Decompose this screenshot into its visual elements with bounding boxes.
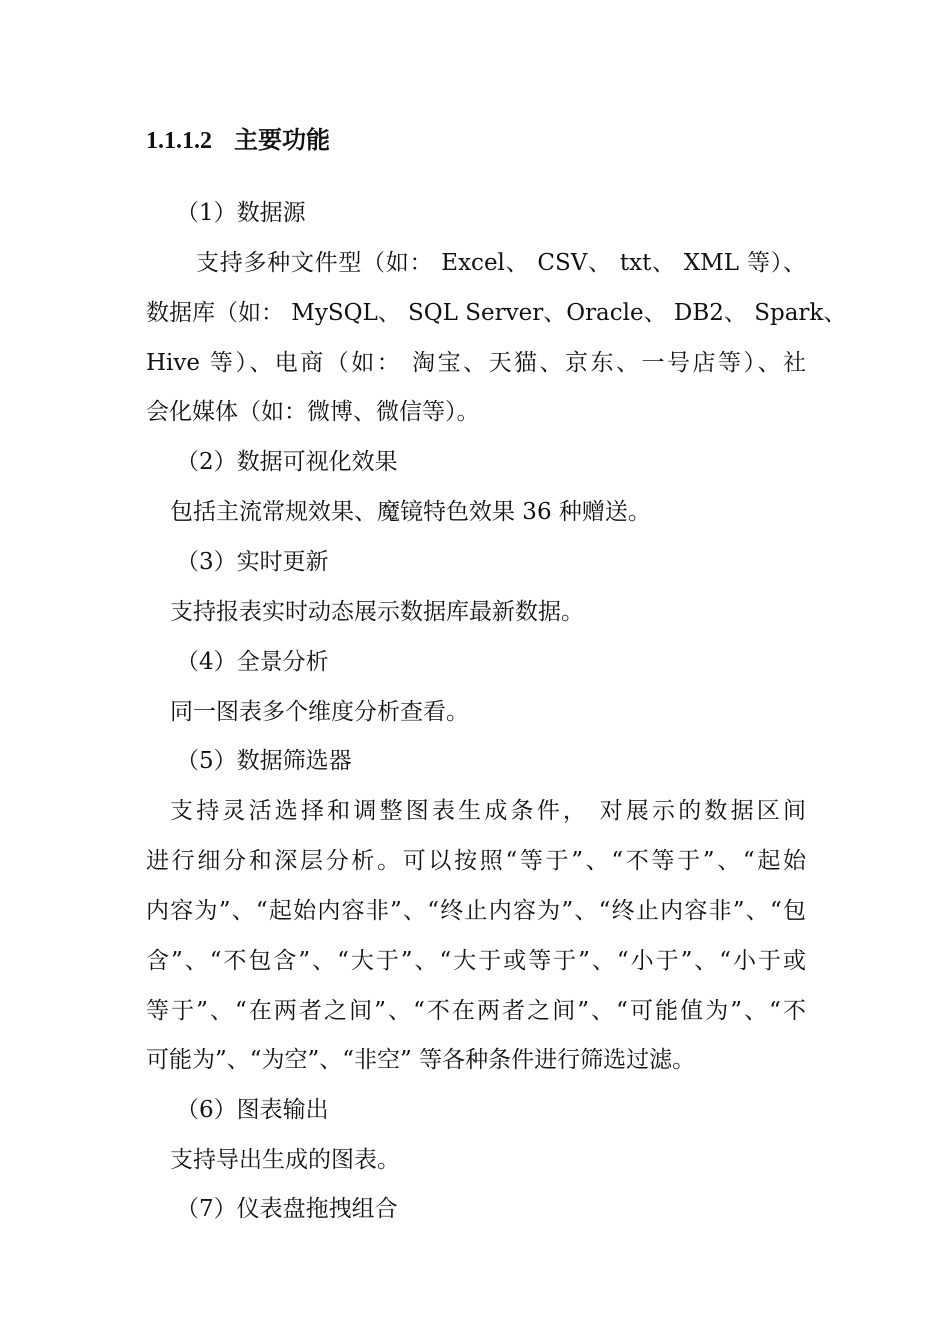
subheading-dashboard-drag: （7）仪表盘拖拽组合	[176, 1196, 398, 1222]
paragraph-line: Hive 等）、电商（如： 淘宝、天猫、京东、一号店等）、社	[146, 350, 806, 376]
paragraph-line: 内容为”、“起始内容非”、“终止内容为”、“终止内容非”、“包	[146, 898, 806, 924]
paragraph-line: 含”、“不包含”、“大于”、“大于或等于”、“小于”、“小于或	[146, 948, 806, 974]
subheading-data-source: （1）数据源	[176, 200, 306, 226]
paragraph-line: 进行细分和深层分析。可以按照“等于”、“不等于”、“起始	[146, 848, 806, 874]
paragraph-line: 数据库（如： MySQL、 SQL Server、Oracle、 DB2、 Spark、	[146, 300, 847, 326]
paragraph-line: 会化媒体（如：微博、微信等）。	[146, 399, 480, 425]
subheading-data-filter: （5）数据筛选器	[176, 748, 352, 774]
paragraph-line: 同一图表多个维度分析查看。	[170, 699, 469, 725]
subheading-realtime-update: （3）实时更新	[176, 549, 329, 575]
paragraph-line: 可能为”、“为空”、“非空” 等各种条件进行筛选过滤。	[146, 1047, 696, 1073]
paragraph-line: 支持灵活选择和调整图表生成条件， 对展示的数据区间	[170, 798, 806, 824]
paragraph-line: 等于”、“在两者之间”、“不在两者之间”、“可能值为”、“不	[146, 998, 806, 1024]
subheading-panorama-analysis: （4）全景分析	[176, 649, 329, 675]
subheading-chart-export: （6）图表输出	[176, 1097, 329, 1123]
section-number: 1.1.1.2	[146, 128, 212, 154]
subheading-visualization: （2）数据可视化效果	[176, 449, 398, 475]
paragraph-line: 支持导出生成的图表。	[170, 1147, 400, 1173]
paragraph-line: 支持多种文件型（如： Excel、 CSV、 txt、 XML 等）、	[196, 250, 806, 276]
section-heading	[146, 122, 330, 159]
paragraph-line: 包括主流常规效果、魔镜特色效果 36 种赠送。	[170, 499, 651, 525]
section-title: 主要功能	[234, 125, 330, 154]
paragraph-line: 支持报表实时动态展示数据库最新数据。	[170, 599, 584, 625]
